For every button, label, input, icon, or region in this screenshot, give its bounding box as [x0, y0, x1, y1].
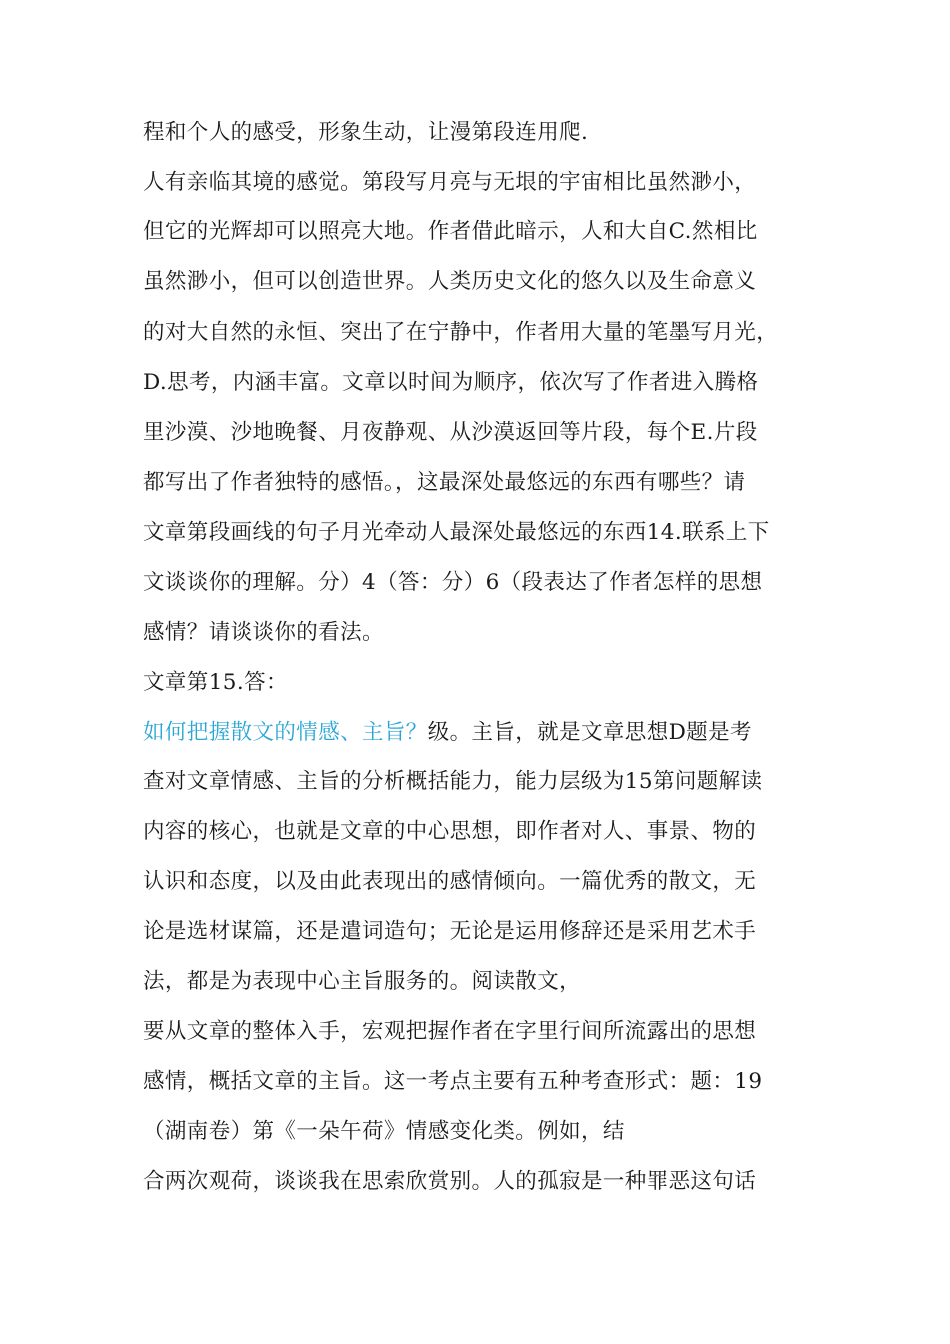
text-line: 要从文章的整体入手，宏观把握作者在字里行间所流露出的思想 — [143, 1019, 757, 1044]
text-line: 但它的光辉却可以照亮大地。作者借此暗示，人和大自C.然相比 — [143, 219, 758, 244]
text-line: 认识和态度，以及由此表现出的感情倾向。一篇优秀的散文，无 — [143, 869, 757, 894]
text-line: 人有亲临其境的感觉。第段写月亮与无垠的宇宙相比虽然渺小， — [143, 170, 757, 195]
text-line: D.思考，内涵丰富。文章以时间为顺序，依次写了作者进入腾格 — [143, 370, 759, 395]
text-line: 都写出了作者独特的感悟。，这最深处最悠远的东西有哪些？请 — [143, 470, 746, 495]
text-line: 内容的核心，也就是文章的中心思想，即作者对人、事景、物的 — [143, 819, 757, 844]
text-line-with-heading — [143, 718, 752, 748]
text-line: 论是选材谋篇，还是遣词造句；无论是运用修辞还是采用艺术手 — [143, 919, 757, 944]
text-span: 级。主旨，就是文章思想D题是考 — [427, 720, 752, 745]
text-line: 文谈谈你的理解。分）4（答：分）6（段表达了作者怎样的思想 — [143, 570, 763, 595]
text-line: 法，都是为表现中心主旨服务的。阅读散文， — [143, 969, 582, 994]
text-line: 文章第15.答： — [143, 670, 288, 695]
text-line: 里沙漠、沙地晚餐、月夜静观、从沙漠返回等片段，每个E.片段 — [143, 420, 758, 445]
text-line: 程和个人的感受，形象生动，让漫第段连用爬. — [143, 120, 589, 145]
text-line: 文章第段画线的句子月光牵动人最深处最悠远的东西14.联系上下 — [143, 520, 770, 545]
text-line: 查对文章情感、主旨的分析概括能力，能力层级为15第问题解读 — [143, 769, 763, 794]
text-line: 感情，概括文章的主旨。这一考点主要有五种考查形式：题：19 — [143, 1069, 763, 1094]
text-line: 感情？请谈谈你的看法。 — [143, 620, 384, 645]
section-heading-link[interactable]: 如何把握散文的情感、主旨？ — [143, 720, 428, 745]
text-line: （湖南卷）第《一朵午荷》情感变化类。例如，结 — [143, 1119, 625, 1144]
text-line: 合两次观荷，谈谈我在思索欣赏别。人的孤寂是一种罪恶这句话 — [143, 1169, 757, 1194]
text-line: 虽然渺小，但可以创造世界。人类历史文化的悠久以及生命意义 — [143, 269, 757, 294]
text-line: 的对大自然的永恒、突出了在宁静中，作者用大量的笔墨写月光， — [143, 320, 779, 345]
